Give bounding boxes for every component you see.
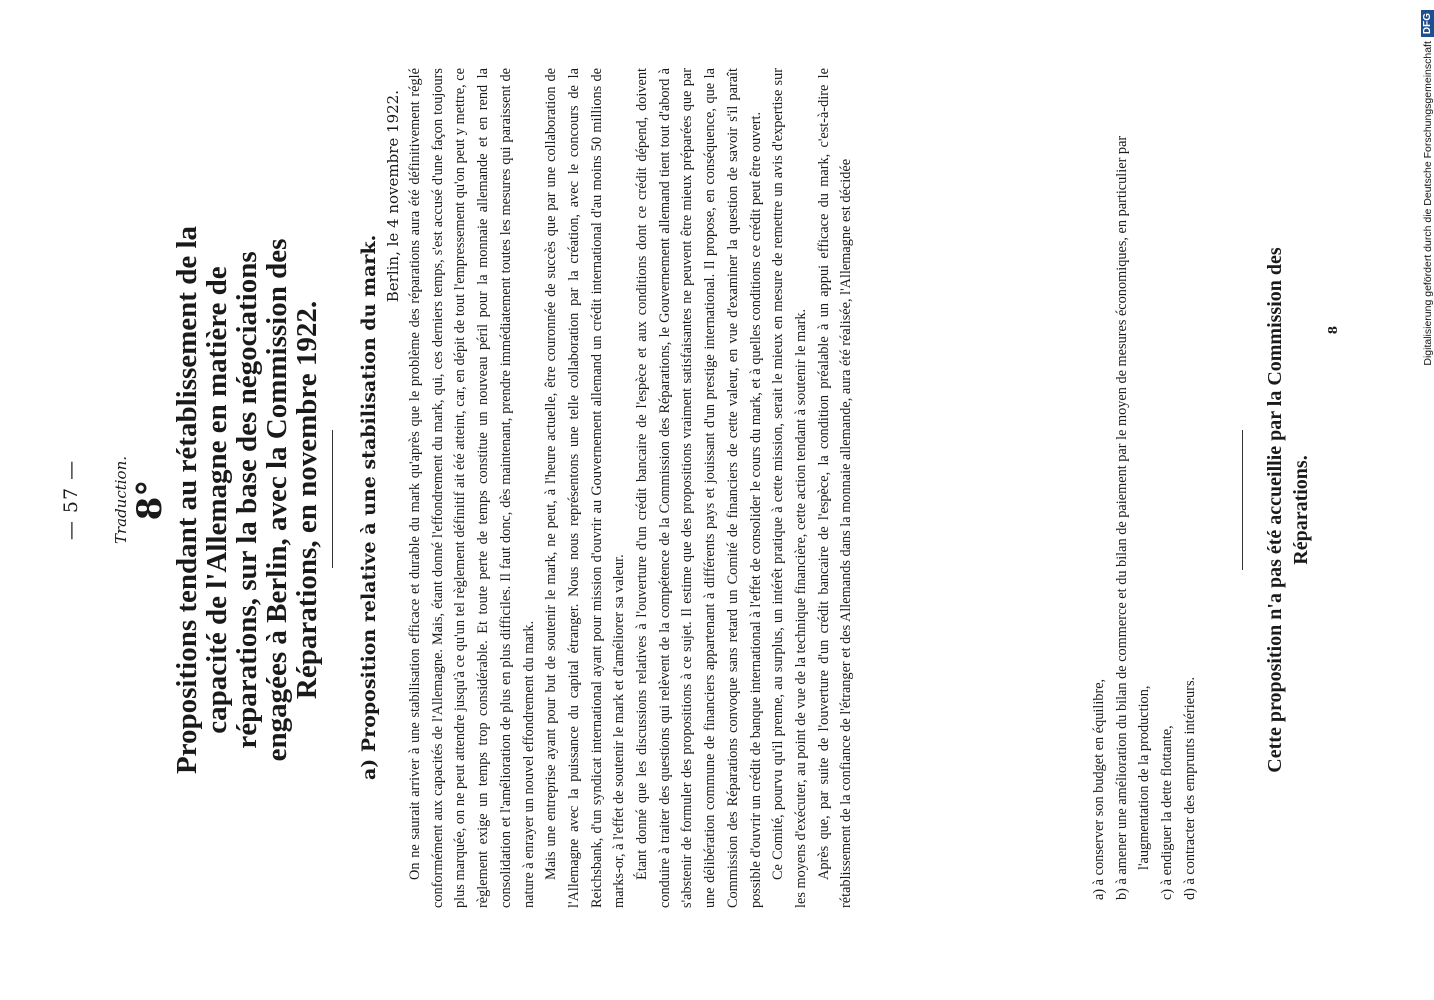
dfg-logo-icon: DFG [1421, 10, 1434, 37]
outcome-statement: Cette proposition n'a pas été accueillie par la Commission des Réparations. [1264, 247, 1312, 773]
document-number: 8° [130, 479, 170, 521]
divider-rule [332, 430, 333, 568]
credit-text: Digitalisierung gefördert durch die Deutsche Forschungsgemeinschaft [1422, 41, 1434, 366]
paragraph: Mais une entreprise ayant pour but de soutenir le mark, ne peut, à l'heure actuelle, être couronnée de succès que par une collaboration de l'Allemagne avec la puissance du capital étranger. Nous nous représentons une telle collaboration par la création, avec le concours de la Reichsbank, d'un syndicat international ayant pour mission d'ouvrir au Gouvernement allemand un crédit international d'au moins 50 millions de marks-or, à l'effet de soutenir le mark et d'améliorer sa valeur. [543, 68, 628, 908]
condition-item: d) à contracter des emprunts intérieurs. [1181, 676, 1198, 900]
section-heading: a) Proposition relative à une stabilisation du mark. [358, 234, 380, 780]
page-number: — 57 — [60, 459, 82, 541]
translation-note: Traduction. [112, 455, 130, 545]
body-text [404, 68, 858, 908]
paragraph: On ne saurait arriver à une stabilisation efficace et durable du mark qu'après que le problème des réparations aura été définitivement réglé conformément aux capacités de l'Allemagne. Mais, étant donné l'effondrement du mark, qui, ces derniers temps, s'est accusé d'une façon toujours plus marquée, on ne peut attendre jusqu'à ce qu'un tel règlement définitif ait été atteint, car, en dépit de tout l'empressement qu'on peut y mettre, ce règlement exige un temps trop considérable. Et toute perte de temps constitue un nouveau péril pour la monnaie allemande et en rend la consolidation et l'amélioration de plus en plus difficiles. Il faut donc, dès maintenant, prendre immédiatement toutes les mesures qui paraissent de nature à enrayer un nouvel effondrement du mark. [407, 68, 537, 908]
paragraph: Ce Comité, pourvu qu'il prenne, au surplus, un intérêt pratique à cette mission, serait le mieux en mesure de remettre un avis d'expertise sur les moyens d'exécuter, au point de vue de la technique financière, cette action tendant à soutenir le mark. [770, 68, 809, 908]
footer-page-number: 8 [1326, 325, 1340, 335]
digitization-credit [1418, 10, 1434, 390]
dateline: Berlin, le 4 novembre 1922. [384, 90, 402, 303]
conditions-list [1088, 68, 1202, 908]
condition-item: b) à amener une amélioration du bilan de commerce et du bilan de paiement par le moyen de mesures économiques, en particulier par l'augmentation de la production, [1113, 135, 1153, 900]
divider-rule [1242, 430, 1243, 570]
paragraph: Étant donné que les discussions relatives à l'ouverture d'un crédit bancaire de l'espèce et aux conditions dont ce crédit dépend, doivent conduire à traiter des questions qui relèvent de la compétence de la Commission des Réparations, le Gouvernement allemand tient tout d'abord à s'abstenir de formuler des propositions à ce sujet. Il estime que des propositions vraiment satisfaisantes ne peuvent être mieux préparées que par une délibération commune de financiers appartenant à différents pays et jouissant d'un prestige international. Il propose, en conséquence, que la Commission des Réparations convoque sans retard un Comité de financiers de cette valeur, en vue d'examiner la question de savoir s'il paraît possible d'ouvrir un crédit de banque international à l'effet de consolider le cours du mark, et à quelles conditions ce crédit peut être ouvert. [634, 68, 764, 908]
paragraph: Après que, par suite de l'ouverture d'un crédit bancaire de l'espèce, la condition préalable à un appui efficace du mark, c'est-à-dire le rétablissement de la confiance de l'étranger et des Allemands dans la monnaie allemande, aura été réalisée, l'Allemagne est décidée [815, 68, 855, 908]
condition-item: a) à conserver son budget en équilibre, [1091, 678, 1107, 900]
condition-item: c) à endiguer la dette flottante, [1159, 725, 1176, 900]
document-title: Propositions tendant au rétablissement de la capacité de l'Allemagne en matière de réparations, sur la base des négociations engagées à Berlin, avec la Commission des Réparations, en novembre 1922. [171, 225, 323, 775]
